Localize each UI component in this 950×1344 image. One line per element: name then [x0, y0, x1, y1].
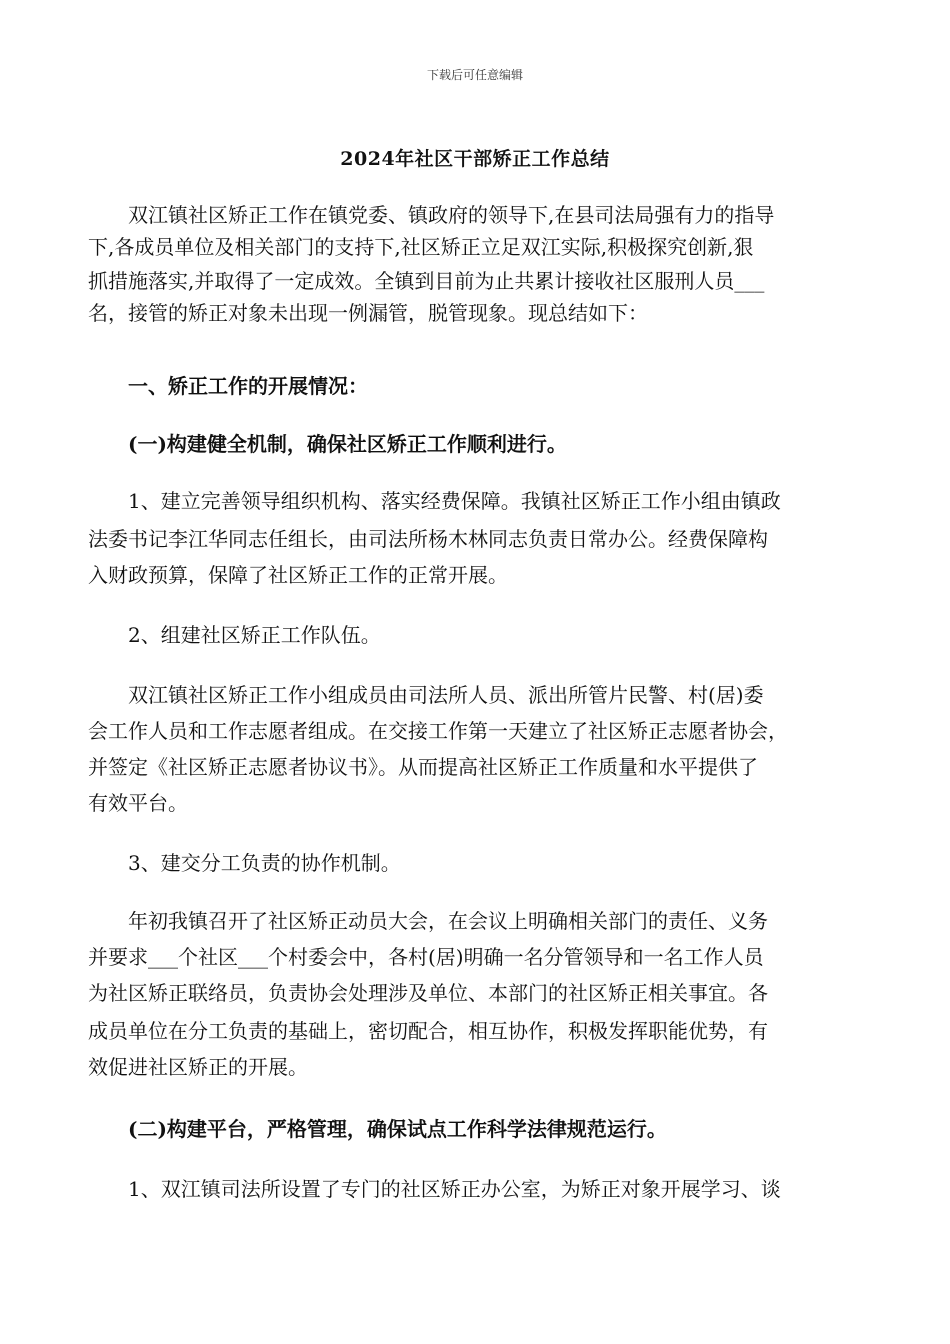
- section-heading: 一、矫正工作的开展情况：: [88, 374, 368, 398]
- item-heading: 2、组建社区矫正工作队伍。: [88, 623, 381, 647]
- paragraph-line: 有效平台。: [88, 791, 188, 815]
- subsection-heading: (一)构建健全机制，确保社区矫正工作顺利进行。: [88, 432, 567, 456]
- paragraph-line: 并要求___个社区___个村委会中，各村(居)明确一名分管领导和一名工作人员: [88, 945, 764, 969]
- paragraph-line: 1、建立完善领导组织机构、落实经费保障。我镇社区矫正工作小组由镇政: [88, 489, 781, 513]
- paragraph-line: 名，接管的矫正对象未出现一例漏管，脱管现象。现总结如下：: [88, 301, 648, 325]
- paragraph-line: 下,各成员单位及相关部门的支持下,社区矫正立足双江实际,积极探究创新,狠: [88, 235, 754, 259]
- paragraph-line: 双江镇社区矫正工作小组成员由司法所人员、派出所管片民警、村(居)委: [88, 683, 764, 707]
- paragraph-line: 成员单位在分工负责的基础上，密切配合，相互协作，积极发挥职能优势，有: [88, 1019, 768, 1043]
- paragraph-line: 会工作人员和工作志愿者组成。在交接工作第一天建立了社区矫正志愿者协会，: [88, 719, 788, 743]
- paragraph-line: 1、双江镇司法所设置了专门的社区矫正办公室，为矫正对象开展学习、谈: [88, 1177, 781, 1201]
- subsection-heading: (二)构建平台，严格管理，确保试点工作科学法律规范运行。: [88, 1117, 667, 1141]
- paragraph-line: 为社区矫正联络员，负责协会处理涉及单位、本部门的社区矫正相关事宜。各: [88, 981, 768, 1005]
- paragraph-line: 年初我镇召开了社区矫正动员大会，在会议上明确相关部门的责任、义务: [88, 909, 768, 933]
- paragraph-line: 法委书记李江华同志任组长，由司法所杨木林同志负责日常办公。经费保障构: [88, 527, 768, 551]
- item-heading: 3、建交分工负责的协作机制。: [88, 851, 401, 875]
- paragraph-line: 抓措施落实,并取得了一定成效。全镇到目前为止共累计接收社区服刑人员___: [88, 269, 765, 293]
- header-note: 下载后可任意编辑: [426, 68, 523, 82]
- paragraph-line: 入财政预算，保障了社区矫正工作的正常开展。: [88, 563, 508, 587]
- paragraph-line: 效促进社区矫正的开展。: [88, 1055, 308, 1079]
- document-title: 2024年社区干部矫正工作总结: [340, 148, 610, 170]
- paragraph-line: 并签定《社区矫正志愿者协议书》。从而提高社区矫正工作质量和水平提供了: [88, 755, 758, 779]
- paragraph-line: 双江镇社区矫正工作在镇党委、镇政府的领导下,在县司法局强有力的指导: [88, 203, 775, 227]
